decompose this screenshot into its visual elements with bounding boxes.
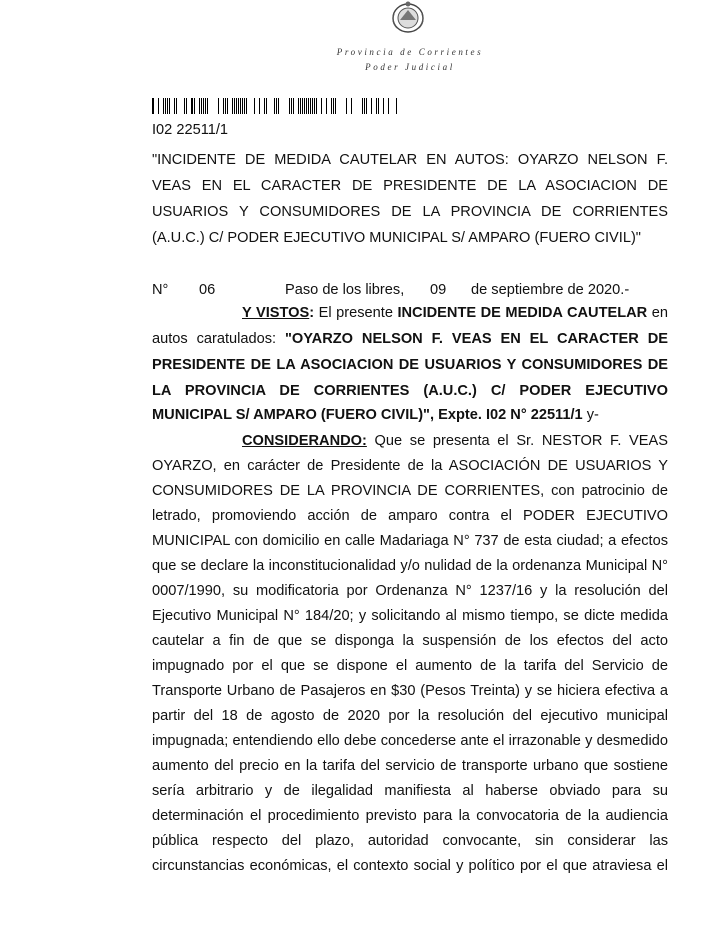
considerando-line: Transporte Urbano de Pasajeros en $30 (Pesos Treinta) y se hiciera efectiva a [152, 683, 668, 699]
header-judicial-power: Poder Judicial [365, 62, 455, 72]
considerando-line: 0007/1990, su modificatoria por Ordenanza N° 1237/16 y la resolución del [152, 583, 668, 599]
caption-line-3: USUARIOS Y CONSUMIDORES DE LA PROVINCIA DE CORRIENTES [152, 204, 668, 220]
considerando-line: cautelar a fin de que se disponga la suspensión de los efectos del acto [152, 633, 668, 649]
vistos-line-3: PRESIDENTE DE LA ASOCIACION DE USUARIOS Y CONSUMIDORES DE [152, 357, 668, 373]
considerando-intro: Que se presenta el Sr. NESTOR F. VEAS [366, 433, 668, 449]
case-number: I02 22511/1 [152, 122, 229, 138]
coat-of-arms-icon [388, 0, 428, 36]
vistos-line-5 [152, 406, 668, 424]
considerando-line: impugnado por el que se dispone el aumento de la tarifa del Servicio de [152, 658, 668, 674]
vistos-title-end: MUNICIPAL S/ AMPARO (FUERO CIVIL)", Expte. I02 N° 22511/1 [152, 407, 583, 423]
considerando-line: aumento del precio en la tarifa del servicio de transporte urbano que sostiene [152, 758, 668, 774]
considerando-line: circunstancias económicas, el contexto social y político por el que atraviesa el [152, 858, 668, 874]
considerando-line: MUNICIPAL con domicilio en calle Madariaga N° 737 de esta ciudad; a efectos [152, 533, 668, 549]
resolution-place: Paso de los libres, [285, 282, 405, 298]
resolution-number-row [152, 281, 668, 299]
resolution-date: de septiembre de 2020.- [471, 282, 630, 298]
considerando-line: letrado, promoviendo acción de amparo contra el PODER EJECUTIVO [152, 508, 668, 524]
vistos-title-start: "OYARZO NELSON F. VEAS EN EL CARACTER DE [285, 331, 668, 347]
caption-line-1: "INCIDENTE DE MEDIDA CAUTELAR EN AUTOS: OYARZO NELSON F. [152, 152, 668, 168]
considerando-line-1 [242, 432, 668, 450]
vistos-autos: autos caratulados: [152, 331, 285, 347]
vistos-line-4: LA PROVINCIA DE CORRIENTES (A.U.C.) C/ PODER EJECUTIVO [152, 383, 668, 399]
considerando-line: sería arbitrario y de ilegalidad manifiesta al haberse obviado para su [152, 783, 668, 799]
considerando-line: que se declare la inconstitucionalidad y/o nulidad de la ordenanza Municipal N° [152, 558, 668, 574]
barcode-icon [152, 98, 400, 114]
resolution-number: 06 [199, 282, 216, 298]
considerando-line: OYARZO, en carácter de Presidente de la ASOCIACIÓN DE USUARIOS Y [152, 458, 668, 474]
considerando-heading: CONSIDERANDO: [242, 433, 367, 449]
vistos-intro: El presente [314, 305, 398, 321]
considerando-line: pública respecto del plazo, autoridad convocante, sin considerar las [152, 833, 668, 849]
resolution-number-label: N° [152, 282, 169, 298]
caption-line-2: VEAS EN EL CARACTER DE PRESIDENTE DE LA ASOCIACION DE [152, 178, 668, 194]
vistos-incident: INCIDENTE DE MEDIDA CAUTELAR [397, 305, 648, 321]
vistos-tail: en [647, 305, 668, 321]
caption-line-4: (A.U.C.) C/ PODER EJECUTIVO MUNICIPAL S/ AMPARO (FUERO CIVIL)" [152, 230, 641, 246]
resolution-day: 09 [430, 282, 447, 298]
vistos-colon: : [309, 305, 315, 321]
header-province: Provincia de Corrientes [336, 47, 484, 57]
vistos-line-2 [152, 330, 668, 348]
vistos-end: y- [582, 407, 599, 423]
vistos-heading: Y VISTOS [242, 305, 310, 321]
considerando-line: impugnada; entendiendo ello debe concederse ante el irrazonable y desmedido [152, 733, 668, 749]
considerando-line: partir del 18 de agosto de 2020 por la resolución del ejecutivo municipal [152, 708, 668, 724]
considerando-line: determinación el procedimiento previsto para la convocatoria de la audiencia [152, 808, 668, 824]
vistos-line-1 [242, 304, 668, 322]
considerando-line: Ejecutivo Municipal N° 184/20; y solicitando al mismo tiempo, se dicte medida [152, 608, 668, 624]
considerando-line: CONSUMIDORES DE LA PROVINCIA DE CORRIENTES, con patrocinio de [152, 483, 668, 499]
